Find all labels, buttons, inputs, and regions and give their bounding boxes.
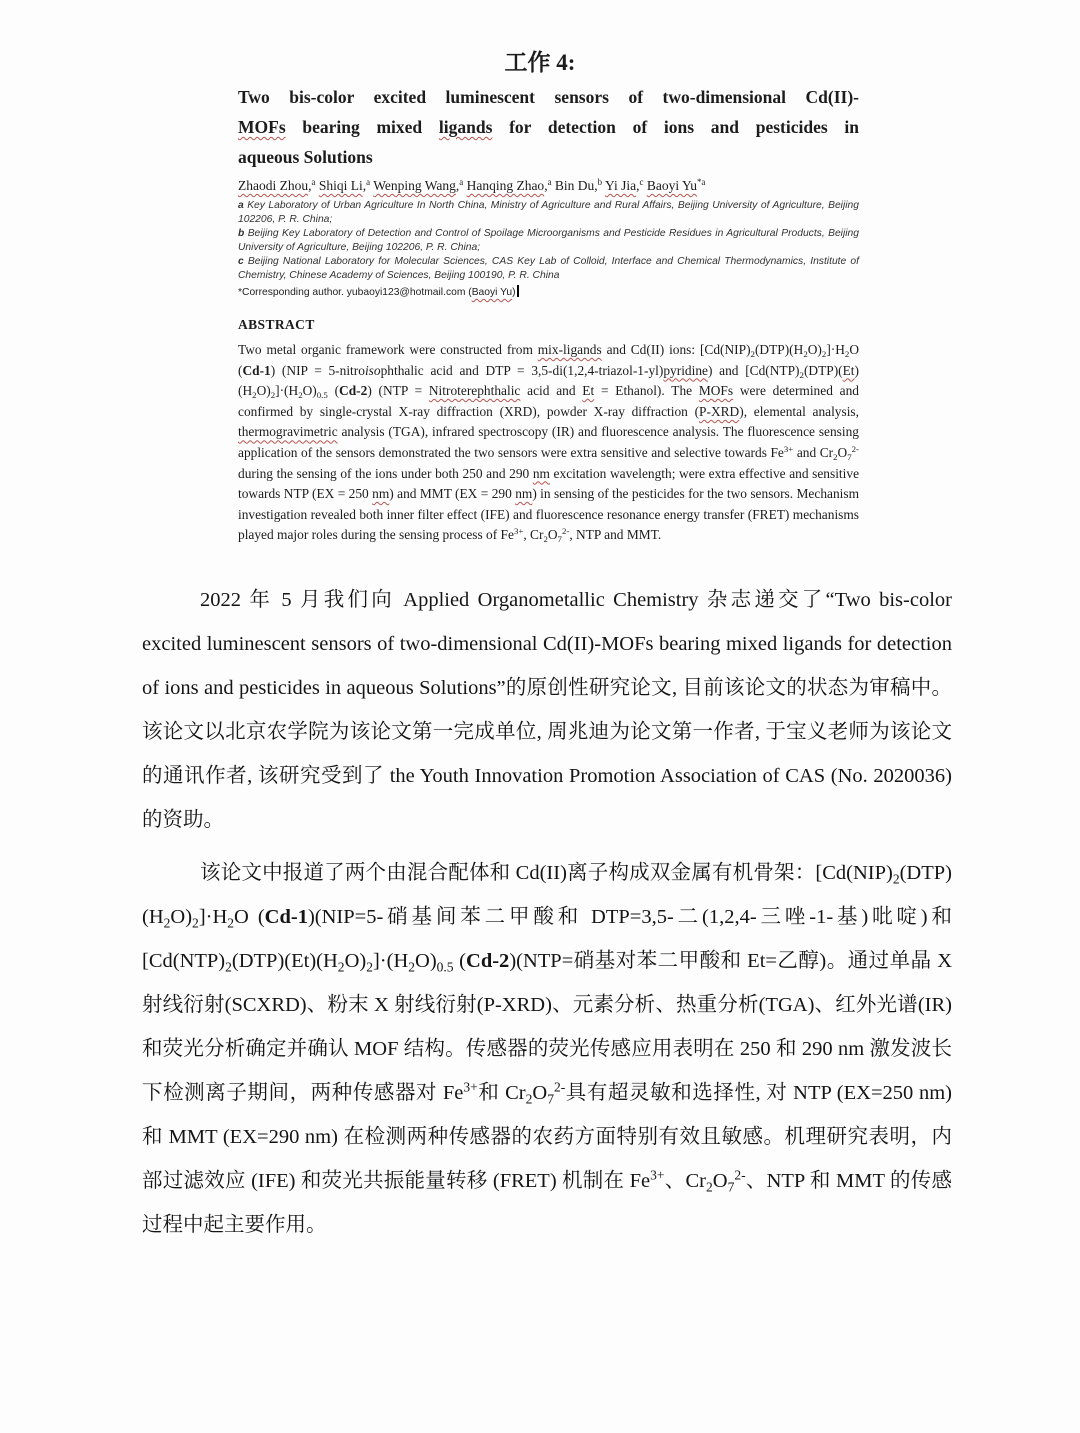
affiliation-a: a Key Laboratory of Urban Agriculture In North China, Ministry of Agriculture and Rural Affairs, Beijing University of Agriculture, Beijing 102206, P. R. China; [238,200,859,225]
paper-block [238,82,859,546]
abstract-heading: ABSTRACT [238,317,315,332]
affiliation-b: b Beijing Key Laboratory of Detection and Control of Spoilage Microorganisms and Pesticide Residues in Agricultural Products, Beijing University of Agriculture, Beijing 102206, P. R. China; [238,228,859,253]
authors-line: Zhaodi Zhou,$^a$ Shiqi Li,$^a$ Wenping Wang,$^a$ Hanqing Zhao,$^a$ Bin Du,$^b$ Yi Jia,$^c$ Baoyi Yu$^{*a}$ [238,177,706,193]
paper-title-line-3: aqueous Solutions [238,147,373,167]
report-paragraph-1: 2022 年 5 月我们向 Applied Organometallic Chemistry 杂志递交了“Two bis-color excited luminescent sensors of two-dimensional Cd(II)-MOFs bearing mixed ligands for detection of ions and pesticides in aqueous Solutions”的原创性研究论文, 目前该论文的状态为审稿中。该论文以北京农学院为该论文第一完成单位, 周兆迪为论文第一作者, 于宝义老师为该论文的通讯作者, 该研究受到了 the Youth Innovation Promotion Association of CAS (No. 2020036)的资助。 [142,589,952,831]
text-cursor [517,285,519,297]
report-block [142,578,952,1247]
report-paragraph-2: 该论文中报道了两个由混合配体和 Cd(II)离子构成双金属有机骨架：$[Cd(NIP)_2(DTP)(H_2O)_2]\cdot H_2O$ (Cd-1)(NIP=5-硝基间苯二甲酸和 DTP=3,5-二(1,2,4-三唑-1-基)吡啶)和$[Cd(NTP)_2(DTP)(Et)(H_2O)_2]\cdot(H_2O)_{0.5}$ (Cd-2)(NTP=硝基对苯二甲酸和 Et=乙醇)。通过单晶 X 射线衍射(SCXRD)、粉末 X 射线衍射(P-XRD)、元素分析、热重分析(TGA)、红外光谱(IR)和荧光分析确定并确认 MOF 结构。传感器的荧光传感应用表明在 250 和 290 nm 激发波长下检测离子期间，两种传感器对 $Fe^{3+}$和 $Cr_2O_7^{2-}$具有超灵敏和选择性, 对 NTP (EX=250 nm) 和 MMT (EX=290 nm) 在检测两种传感器的农药方面特别有效且敏感。机理研究表明，内部过滤效应 (IFE) 和荧光共振能量转移 (FRET) 机制在 $Fe^{3+}$、$Cr_2O_7^{2-}$、NTP 和 MMT 的传感过程中起主要作用。 [142,862,953,1236]
abstract-paragraph: Two metal organic framework were constructed from mix-ligands and Cd(II) ions: $[Cd(NIP)_2(DTP)(H_2O)_2]\cdot H_2O$ (Cd-1) (NIP = 5-nitroisophthalic acid and DTP = 3,5-di(1,2,4-triazol-1-yl)pyridine) and $[Cd(NTP)_2(DTP)(Et)(H_2O)_2]\cdot(H_2O)_{0.5}$ (Cd-2) (NTP = Nitroterephthalic acid and Et = Ethanol). The MOFs were determined and confirmed by single-crystal X-ray diffraction (XRD), powder X-ray diffraction (P-XRD), elemental analysis, thermogravimetric analysis (TGA), infrared spectroscopy (IR) and fluorescence analysis. The fluorescence sensing application of the sensors demonstrated the two sensors were extra sensitive and selective towards $Fe^{3+}$ and $Cr_2O_7^{2-}$ during the sensing of the ions under both 250 and 290 nm excitation wavelength; were extra effective and sensitive towards NTP (EX = 250 nm) and MMT (EX = 290 nm) in sensing of the pesticides for the two sensors. Mechanism investigation revealed both inner filter effect (IFE) and fluorescence resonance energy transfer (FRET) mechanisms played major roles during the sensing process of $Fe^{3+}$, $Cr_2O_7^{2-}$, NTP and MMT. [238,342,860,545]
affiliation-c: c Beijing National Laboratory for Molecular Sciences, CAS Key Lab of Colloid, Interface and Chemical Thermodynamics, Institute of Chemistry, Chinese Academy of Sciences, Beijing 100190, P. R. China [238,256,859,281]
work-heading: 工作 4: [504,50,576,75]
paper-title [238,82,859,172]
corresponding-author-text: *Corresponding author. yubaoyi123@hotmail.com (Baoyi Yu) [238,287,516,298]
corresponding-author-line [238,285,859,300]
affiliations [238,199,859,300]
paper-title-line-1: Two bis-color excited luminescent sensors of two-dimensional Cd(II)- [238,87,859,107]
paper-title-line-2: MOFs bearing mixed ligands for detection of ions and pesticides in [238,117,859,137]
